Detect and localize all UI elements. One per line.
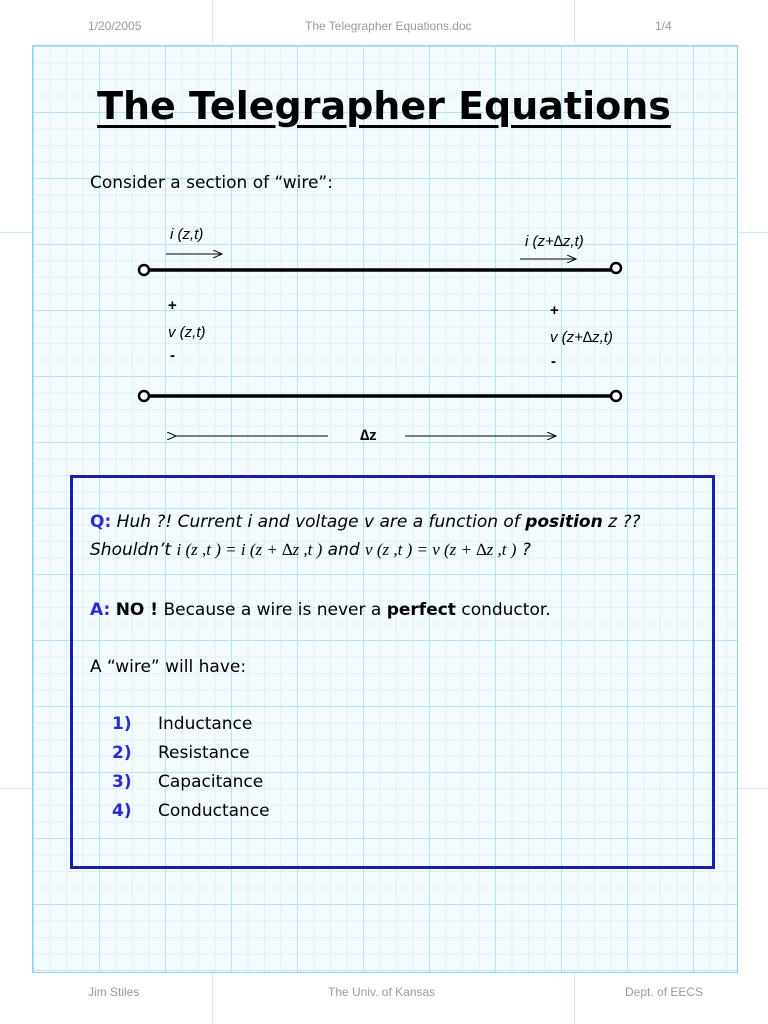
minus-right: - — [551, 353, 556, 370]
minus-left: - — [170, 347, 175, 364]
plus-left: + — [168, 297, 177, 314]
plus-right: + — [550, 302, 559, 319]
a-label: A: — [90, 600, 111, 620]
current-right-label: i (z+∆z,t) — [525, 233, 584, 250]
list-item: Conductance — [158, 801, 270, 821]
delta-z-label: ∆z — [360, 427, 377, 444]
answer-line: A: NO ! Because a wire is never a perfect conductor. — [90, 600, 551, 620]
footer-university: The Univ. of Kansas — [328, 985, 436, 999]
list-number: 4) — [112, 801, 132, 821]
top-right-terminal — [611, 263, 621, 273]
header-page: 1/4 — [655, 19, 672, 33]
voltage-right-label: v (z+∆z,t) — [550, 329, 613, 346]
voltage-left-label: v (z,t) — [168, 324, 206, 341]
top-left-terminal — [139, 265, 149, 275]
intro-text: Consider a section of “wire”: — [90, 173, 333, 193]
list-item: Resistance — [158, 743, 250, 763]
wire-have-text: A “wire” will have: — [90, 657, 247, 677]
equation-voltage: v (z ,t ) = v (z + ∆z ,t ) — [365, 540, 517, 559]
transmission-line-diagram — [0, 0, 768, 460]
equation-current: i (z ,t ) = i (z + ∆z ,t ) — [176, 540, 323, 559]
header-date: 1/20/2005 — [88, 19, 142, 33]
page-title: The Telegrapher Equations — [97, 84, 671, 128]
list-number: 2) — [112, 743, 132, 763]
question-line-1: Q: Huh ?! Current i and voltage v are a function of position z ?? — [90, 512, 641, 532]
list-number: 3) — [112, 772, 132, 792]
q-label: Q: — [90, 512, 112, 532]
list-item: Capacitance — [158, 772, 264, 792]
bottom-left-terminal — [139, 391, 149, 401]
header-filename: The Telegrapher Equations.doc — [305, 19, 472, 33]
list-item: Inductance — [158, 714, 253, 734]
answer-no: NO ! — [115, 600, 159, 620]
footer-department: Dept. of EECS — [625, 985, 704, 999]
list-number: 1) — [112, 714, 132, 734]
bottom-right-terminal — [611, 391, 621, 401]
question-line-2: Shouldn’t i (z ,t ) = i (z + ∆z ,t ) and v (z ,t ) = v (z + ∆z ,t ) ? — [90, 540, 531, 560]
footer-author: Jim Stiles — [88, 985, 140, 999]
current-left-label: i (z,t) — [170, 226, 204, 243]
